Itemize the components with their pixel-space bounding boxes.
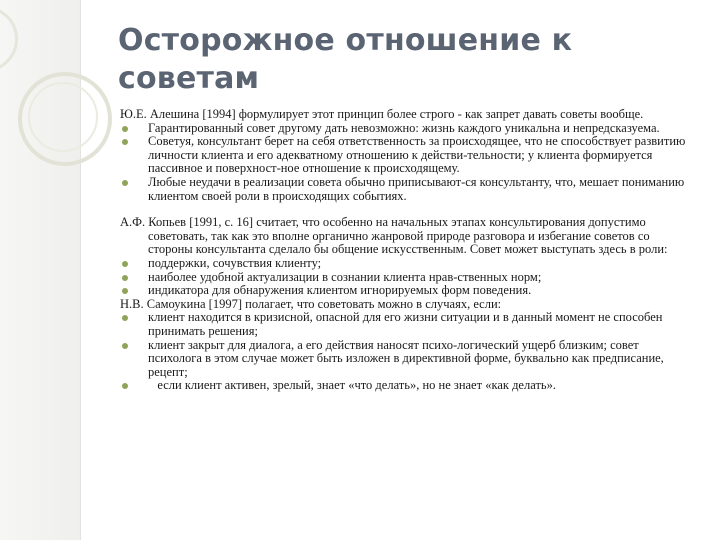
list-item-text: если клиент активен, зрелый, знает «что делать», но не знает «как делать». <box>148 378 556 393</box>
list-item <box>120 339 695 380</box>
list-item-text: поддержки, сочувствия клиенту; <box>148 255 322 270</box>
list-item <box>120 311 695 338</box>
list-item-text: Любые неудачи в реализации совета обычно приписывают-ся консультанту, что, мешает пониманию клиентом своей роли в происходящих событиях. <box>148 174 685 203</box>
bullet-icon <box>122 180 128 186</box>
list-item <box>120 379 695 393</box>
list-item-text: индикатора для обнаружения клиентом игнорируемых форм поведения. <box>148 283 532 298</box>
bullet-icon <box>122 275 128 281</box>
list-item <box>120 284 695 298</box>
bullet-icon <box>122 383 128 389</box>
bullet-icon <box>122 288 128 294</box>
list-item <box>120 135 695 176</box>
list-item <box>120 176 695 203</box>
list-item-text: наиболее удобной актуализации в сознании клиента нрав-ственных норм; <box>148 269 542 284</box>
slide-body <box>120 108 695 393</box>
bullet-icon <box>122 261 128 267</box>
list-item-text: Советуя, консультант берет на себя ответственность за происходящее, что не способствует развитию личности клиента и его адекватному отношению к действи-тельности; у клиента формируется пассивное и поверхност-ное отношение к происходящему. <box>148 134 686 176</box>
list-item <box>120 257 695 271</box>
bullet-icon <box>122 343 128 349</box>
bullet-icon <box>122 139 128 145</box>
list-item-text: Гарантированный совет другому дать невозможно: жизнь каждого уникальна и непредсказуема. <box>148 120 660 135</box>
paragraph-kopiev: А.Ф. Копьев [1991, с. 16] считает, что особенно на начальных этапах консультирования допустимо советовать, так как это вполне органично жанровой природе разговора и избегание советов со стороны консультанта сделало бы общение искусственным. Совет может выступать здесь в роли: <box>120 215 668 257</box>
bullet-icon <box>122 126 128 132</box>
list-item <box>120 271 695 285</box>
paragraph-samoukina: Н.В. Самоукина [1997] полагает, что советовать можно в случаях, если: <box>120 296 502 311</box>
paragraph-aleshina: Ю.Е. Алешина [1994] формулирует этот принцип более строго - как запрет давать советы вообще. <box>120 107 644 121</box>
bullet-icon <box>122 315 128 321</box>
decorative-ring <box>28 82 98 152</box>
slide-title: Осторожное отношение к советам <box>118 23 573 96</box>
list-item <box>120 122 695 136</box>
decorative-ring <box>0 6 18 72</box>
list-item-text: клиент находится в кризисной, опасной для его жизни ситуации и в данный момент не способен принимать решения; <box>148 310 663 338</box>
list-item-text: клиент закрыт для диалога, а его действия наносят психо-логический ущерб близким; совет психолога в этом случае может быть изложен в директивной форме, буквально как предписание, рецепт; <box>148 337 664 379</box>
